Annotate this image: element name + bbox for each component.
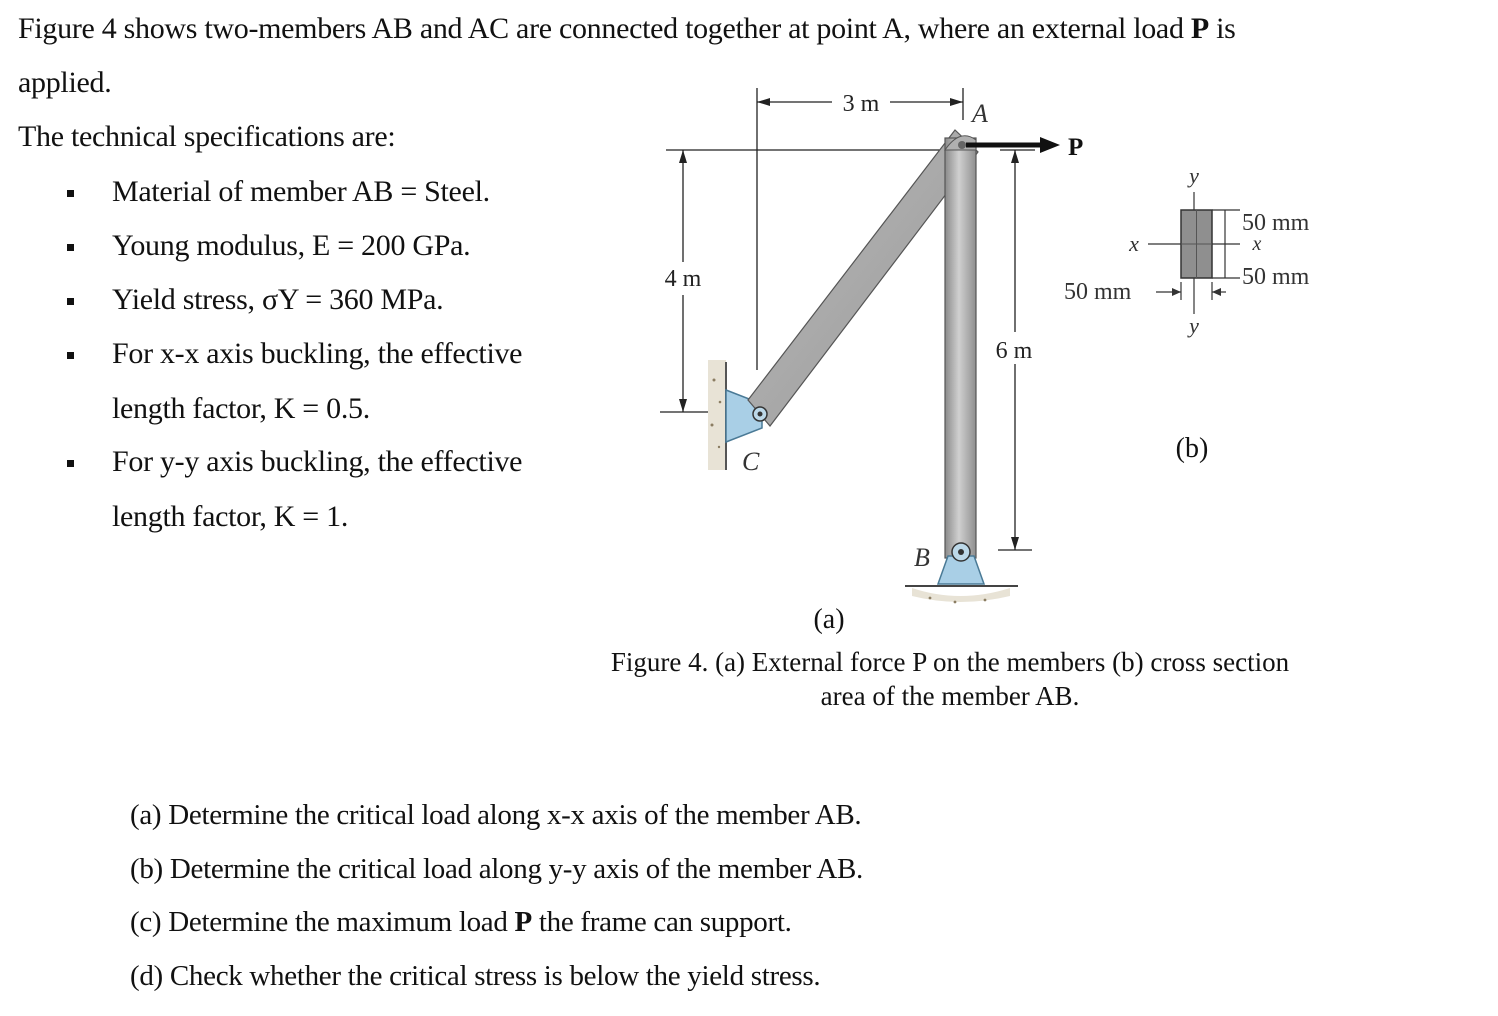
specs-heading: The technical specifications are: [18,120,396,153]
axis-x-right: x [1252,233,1262,255]
label-part-a: (a) [813,604,845,635]
intro-text-end: is [1208,12,1236,45]
member-ab [945,138,976,558]
dim-4m-label: 4 m [664,266,702,292]
intro-text: Figure 4 shows two-members AB and AC are connected together at point A, where an external load [18,12,1191,45]
spec-young-modulus: Young modulus, E = 200 GPa. [112,229,471,262]
label-b: B [914,543,930,572]
wall [708,360,726,470]
ground [912,588,1010,602]
question-a: (a) Determine the critical load along x-x axis of the member AB. [130,799,862,831]
intro-load-symbol: P [1190,12,1209,45]
pin-a-icon [958,141,966,149]
dim-6m-label: 6 m [995,338,1033,364]
spec-material: Material of member AB = Steel. [112,175,490,208]
axis-y-top: y [1189,163,1199,188]
dim-bottom-50mm: 50 mm [1242,264,1310,290]
label-part-b: (b) [1175,433,1209,464]
cross-section [1064,163,1310,464]
spec-yy-k: length factor, K = 1. [112,500,349,533]
spec-xx-buckling: For x-x axis buckling, the effective [112,337,523,370]
member-ac [748,130,978,426]
question-c: (c) Determine the maximum load P the frame can support. [130,906,792,938]
label-c: C [742,447,760,476]
spec-yy-buckling: For y-y axis buckling, the effective [112,445,523,478]
dim-width-50mm: 50 mm [1064,279,1132,305]
figure-caption-line-2: area of the member AB. [820,681,1080,711]
spec-xx-k: length factor, K = 0.5. [112,392,370,425]
spec-yield-stress: Yield stress, σY = 360 MPa. [112,283,444,316]
question-label: (d) [130,960,163,992]
question-label: (c) [130,906,162,938]
figure-caption-line-1: Figure 4. (a) External force P on the members (b) cross section [610,647,1290,677]
label-a: A [972,99,988,128]
dim-top-50mm: 50 mm [1242,210,1310,236]
question-label: (a) [130,799,162,831]
question-b: (b) Determine the critical load along y-y axis of the member AB. [130,853,863,885]
load-p-label: P [1068,134,1084,161]
question-label: (b) [130,853,163,885]
arrow-head-icon [1040,137,1060,153]
axis-x-left: x [1129,231,1139,256]
dim-3m-label: 3 m [842,91,880,117]
question-d: (d) Check whether the critical stress is below the yield stress. [130,960,821,992]
axis-y-bottom: y [1189,313,1199,338]
intro-line-2: applied. [18,66,112,99]
